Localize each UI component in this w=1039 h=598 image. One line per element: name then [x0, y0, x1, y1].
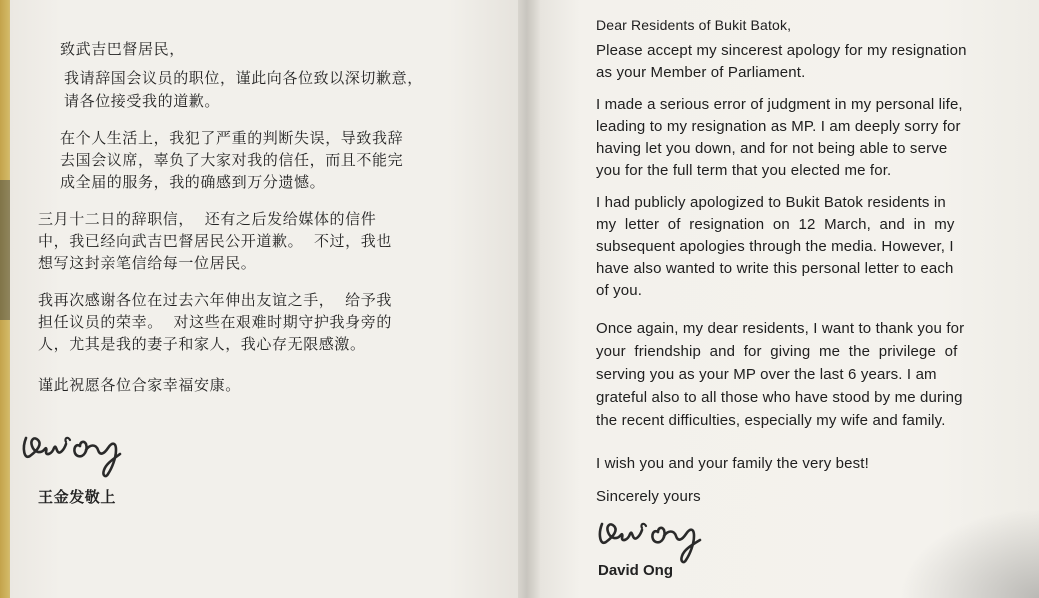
- zh-closing: 谨此祝愿各位合家幸福安康。: [38, 376, 241, 394]
- corner-shadow: [899, 508, 1039, 598]
- en-signer-name: David Ong: [598, 562, 674, 579]
- page-gutter: [518, 0, 540, 598]
- en-p3-line5: of you.: [596, 282, 643, 299]
- en-p3-line3: subsequent apologies through the media. However, I: [596, 238, 954, 255]
- signature-left: [12, 420, 152, 480]
- zh-p2-line1: 在个人生活上，我犯了严重的判断失误，导致我辞: [60, 129, 404, 147]
- zh-p4-line2: 担任议员的荣幸。 对这些在艰难时期守护我身旁的: [38, 313, 392, 331]
- en-p1-line1: Please accept my sincerest apology for my resignation: [596, 42, 967, 59]
- en-salutation: Dear Residents of Bukit Batok,: [596, 17, 792, 33]
- zh-p4-line1: 我再次感谢各位在过去六年伸出友谊之手， 给予我: [38, 291, 392, 309]
- en-p2-line1: I made a serious error of judgment in my personal life,: [596, 96, 963, 113]
- zh-p3-line3: 想写这封亲笔信给每一位居民。: [38, 254, 257, 272]
- zh-sign-off: 王金发敬上: [38, 488, 117, 506]
- zh-salutation: 致武吉巴督居民，: [60, 40, 185, 58]
- en-wish: I wish you and your family the very best!: [596, 455, 869, 472]
- en-p3-line2: my letter of resignation on 12 March, and in my: [596, 216, 955, 233]
- zh-p4-line3: 人，尤其是我的妻子和家人，我心存无限感激。: [38, 335, 366, 353]
- zh-p1-line2: 请各位接受我的道歉。: [64, 92, 221, 110]
- en-p2-line2: leading to my resignation as MP. I am deeply sorry for: [596, 118, 961, 135]
- en-p2-line3: having let you down, and for not being able to serve: [596, 140, 948, 157]
- signature-right: [590, 508, 730, 568]
- en-p4-line4: grateful also to all those who have stood by me during: [596, 389, 963, 406]
- zh-p2-line2: 去国会议席，辜负了大家对我的信任，而且不能完: [60, 151, 404, 169]
- en-p2-line4: you for the full term that you elected me for.: [596, 162, 892, 179]
- en-p1-line2: as your Member of Parliament.: [596, 64, 806, 81]
- zh-p2-line3: 成全届的服务，我的确感到万分遗憾。: [60, 173, 326, 191]
- zh-p3-line1: 三月十二日的辞职信， 还有之后发给媒体的信件: [38, 210, 377, 228]
- zh-p3-line2: 中，我已经向武吉巴督居民公开道歉。 不过，我也: [38, 232, 392, 250]
- zh-p1-line1: 我请辞国会议员的职位，谨此向各位致以深切歉意，: [64, 69, 423, 87]
- en-p4-line2: your friendship and for giving me the privilege of: [596, 343, 958, 360]
- en-p3-line1: I had publicly apologized to Bukit Batok residents in: [596, 194, 946, 211]
- en-closing: Sincerely yours: [596, 488, 701, 505]
- en-p3-line4: have also wanted to write this personal letter to each: [596, 260, 954, 277]
- en-p4-line5: the recent difficulties, especially my wife and family.: [596, 412, 946, 429]
- en-p4-line3: serving you as your MP over the last 6 years. I am: [596, 366, 937, 383]
- en-p4-line1: Once again, my dear residents, I want to thank you for: [596, 320, 965, 337]
